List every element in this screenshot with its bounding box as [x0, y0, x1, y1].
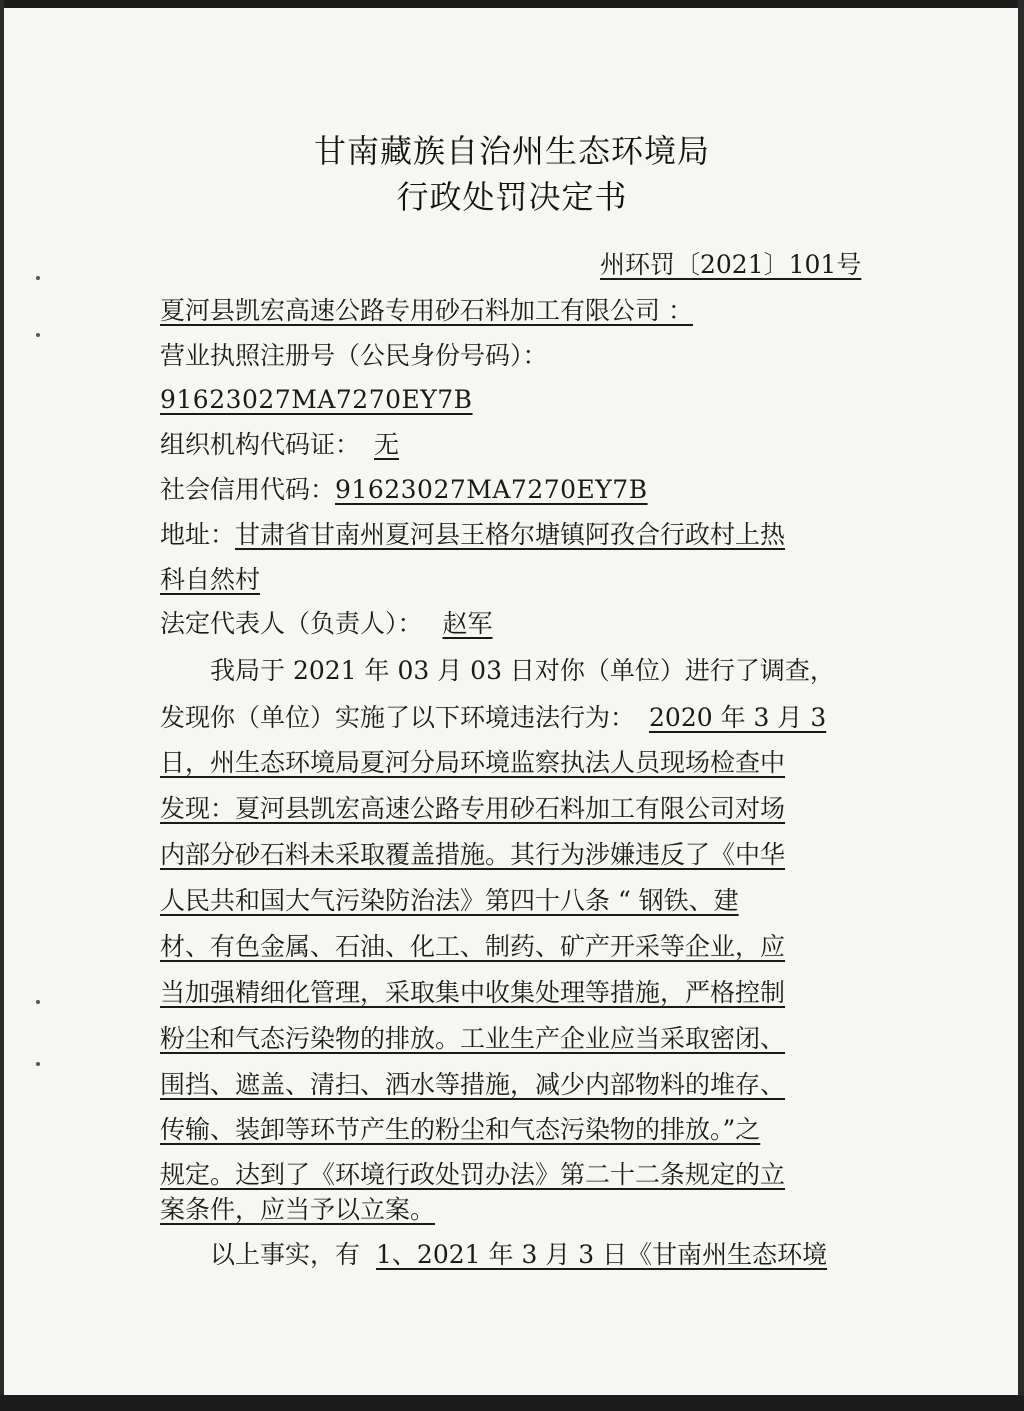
body-line: 围挡、遮盖、清扫、洒水等措施，减少内部物料的堆存、	[160, 1070, 786, 1099]
body-line: 当加强精细化管理，采取集中收集处理等措施，严格控制	[160, 978, 786, 1007]
body-text: 发现你（单位）实施了以下环境违法行为：	[160, 703, 636, 732]
binding-mark	[36, 1000, 40, 1004]
binding-mark	[36, 333, 40, 337]
party-name: 夏河县凯宏高速公路专用砂石料加工有限公司 ：	[160, 296, 693, 325]
body-line: 案条件，应当予以立案。	[160, 1195, 436, 1224]
address-value-line2: 科自然村	[160, 565, 261, 594]
body-line: 粉尘和气态污染物的排放。工业生产企业应当采取密闭、	[160, 1024, 786, 1053]
binding-mark	[36, 276, 40, 280]
body-line	[160, 703, 826, 733]
org-code-label: 组织机构代码证：	[160, 430, 361, 459]
body-text-underlined: 1、2021 年 3 月 3 日《甘南州生态环境	[376, 1240, 828, 1269]
legal-rep-label: 法定代表人（负责人）：	[160, 609, 423, 638]
binding-mark	[36, 1062, 40, 1066]
body-line: 发现：夏河县凯宏高速公路专用砂石料加工有限公司对场	[160, 794, 786, 823]
license-value: 91623027MA7270EY7B	[160, 385, 473, 414]
legal-rep-row	[160, 609, 493, 639]
body-line: 日，州生态环境局夏河分局环境监察执法人员现场检查中	[160, 748, 786, 777]
scan-border-bottom	[0, 1395, 1024, 1411]
address-label: 地址：	[160, 520, 236, 549]
address-row	[160, 520, 785, 550]
org-code-value: 无	[374, 430, 400, 459]
body-line: 人民共和国大气污染防治法》第四十八条 “ 钢铁、建	[160, 886, 739, 915]
org-code-row	[160, 430, 399, 460]
body-line: 我局于 2021 年 03 月 03 日对你（单位）进行了调查，	[210, 656, 835, 685]
address-value-line1: 甘肃省甘南州夏河县王格尔塘镇阿孜合行政村上热	[235, 520, 786, 549]
body-text-underlined: 2020 年 3 月 3	[649, 703, 827, 732]
body-line: 内部分砂石料未采取覆盖措施。其行为涉嫌违反了《中华	[160, 840, 786, 869]
body-line: 材、有色金属、石油、化工、制药、矿产开采等企业，应	[160, 932, 786, 961]
license-label: 营业执照注册号（公民身份号码）：	[160, 341, 548, 370]
legal-rep-value: 赵军	[442, 609, 493, 638]
body-text: 以上事实，有	[210, 1240, 361, 1269]
document-title-line1: 甘南藏族自治州生态环境局	[313, 132, 710, 170]
body-line: 规定。达到了《环境行政处罚办法》第二十二条规定的立	[160, 1160, 786, 1189]
document-title-line2: 行政处罚决定书	[396, 178, 628, 216]
body-line: 传输、装卸等环节产生的粉尘和气态污染物的排放。”之	[160, 1115, 761, 1144]
credit-code-label: 社会信用代码：	[160, 475, 336, 504]
body-line	[210, 1240, 827, 1270]
document-number: 州环罚〔2021〕101号	[600, 250, 862, 279]
scan-border-top	[0, 0, 1024, 8]
credit-code-value: 91623027MA7270EY7B	[335, 475, 648, 504]
credit-code-row	[160, 475, 648, 505]
